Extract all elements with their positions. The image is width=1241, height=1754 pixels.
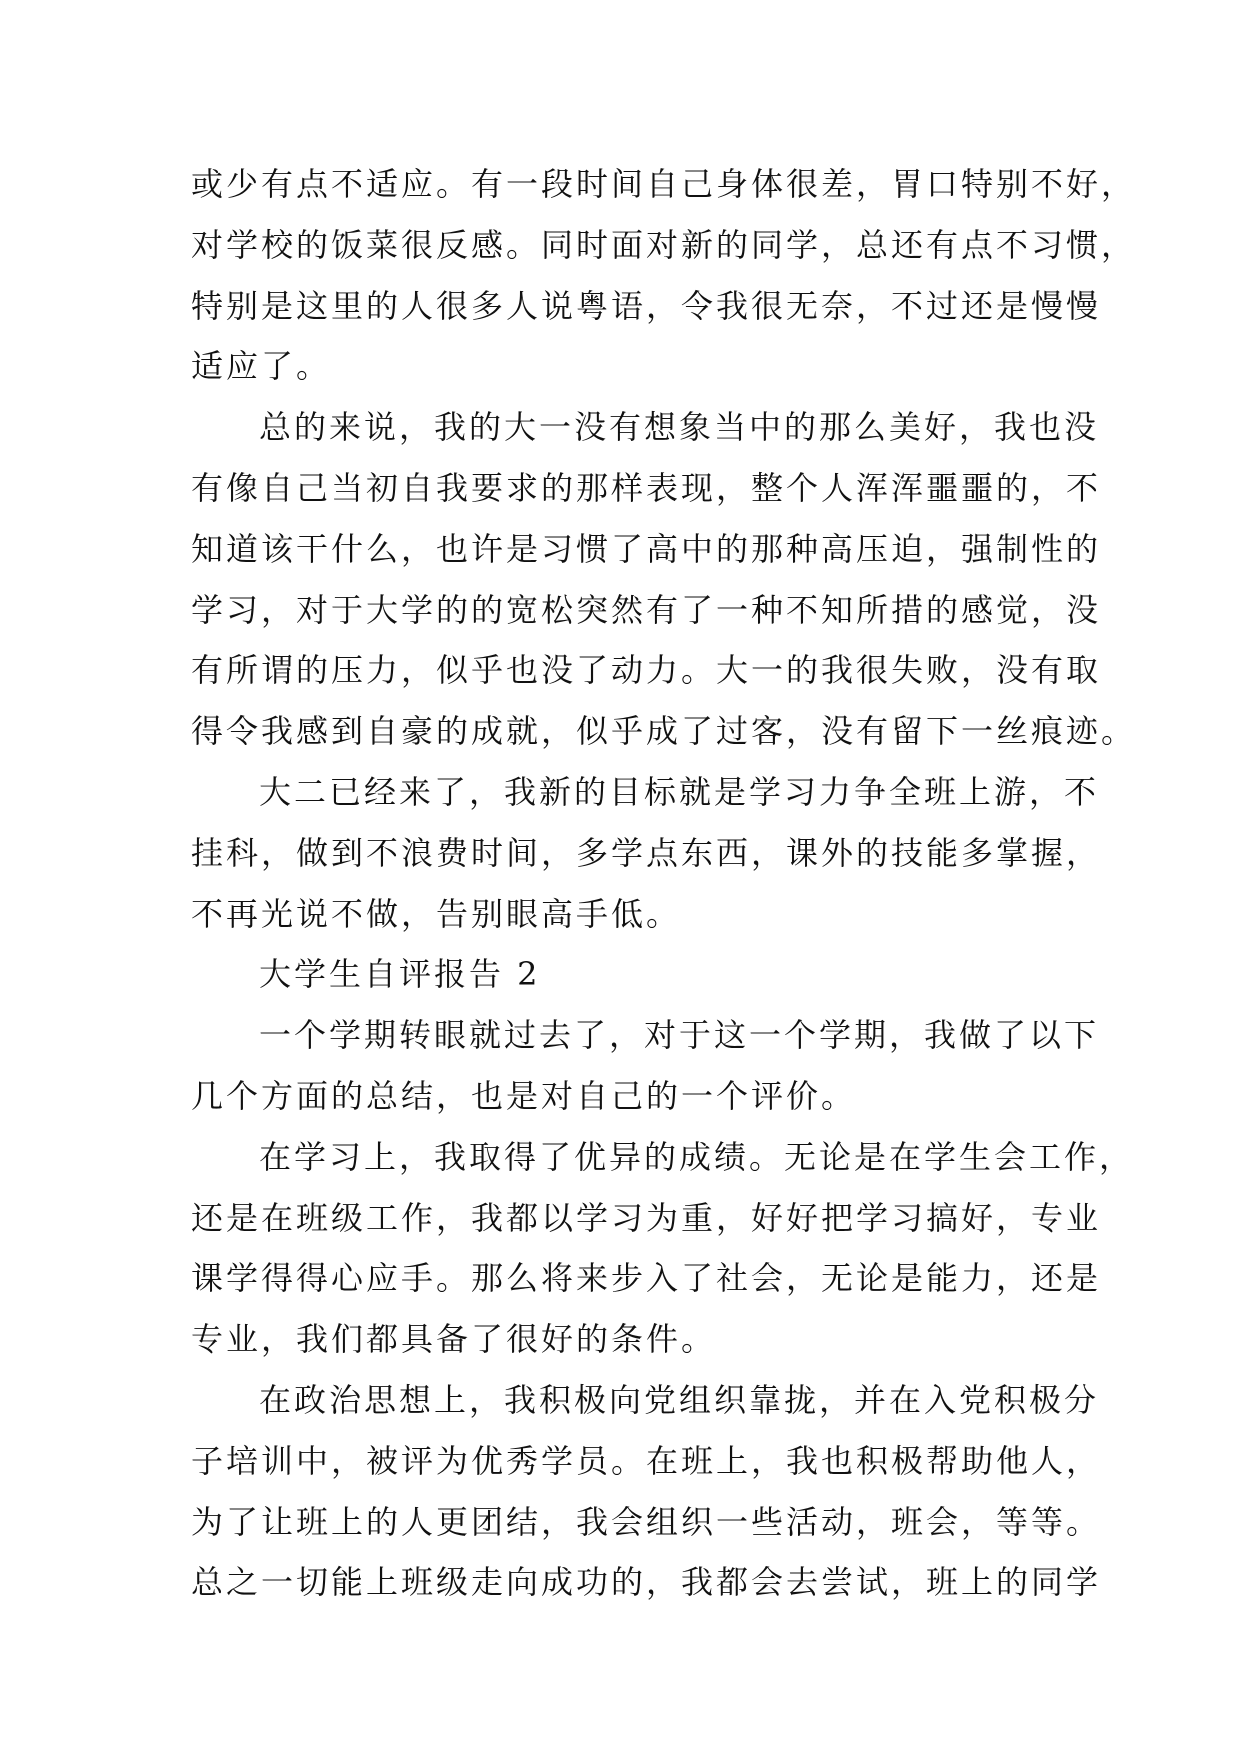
text-line: 有像自己当初自我要求的那样表现，整个人浑浑噩噩的，不 <box>191 468 1102 507</box>
text-line: 知道该干什么，也许是习惯了高中的那种高压迫，强制性的 <box>191 529 1102 568</box>
text-line: 子培训中，被评为优秀学员。在班上，我也积极帮助他人， <box>191 1441 1102 1480</box>
text-line: 不再光说不做，告别眼高手低。 <box>191 894 682 933</box>
text-line: 专业，我们都具备了很好的条件。 <box>191 1320 717 1359</box>
document-body <box>191 154 1137 1613</box>
text-line: 总的来说，我的大一没有想象当中的那么美好，我也没 <box>259 408 1100 447</box>
text-line: 大二已经来了，我新的目标就是学习力争全班上游，不 <box>259 772 1100 811</box>
text-line: 总之一切能上班级走向成功的，我都会去尝试，班上的同学 <box>191 1563 1102 1602</box>
text-line: 适应了。 <box>191 347 332 386</box>
text-line: 特别是这里的人很多人说粤语，令我很无奈，不过还是慢慢 <box>191 286 1102 325</box>
text-line: 有所谓的压力，似乎也没了动力。大一的我很失败，没有取 <box>191 651 1102 690</box>
text-line: 在政治思想上，我积极向党组织靠拢，并在入党积极分 <box>259 1380 1100 1419</box>
text-line: 得令我感到自豪的成就，似乎成了过客，没有留下一丝痕迹。 <box>191 712 1137 751</box>
text-line: 在学习上，我取得了优异的成绩。无论是在学生会工作， <box>259 1137 1135 1176</box>
text-line: 还是在班级工作，我都以学习为重，好好把学习搞好，专业 <box>191 1198 1102 1237</box>
text-line: 一个学期转眼就过去了，对于这一个学期，我做了以下 <box>259 1016 1100 1055</box>
text-line: 挂科，做到不浪费时间，多学点东西，课外的技能多掌握， <box>191 833 1102 872</box>
text-line: 课学得得心应手。那么将来步入了社会，无论是能力，还是 <box>191 1259 1102 1298</box>
text-line: 或少有点不适应。有一段时间自己身体很差，胃口特别不好， <box>191 165 1137 203</box>
text-line: 对学校的饭菜很反感。同时面对新的同学，总还有点不习惯， <box>191 225 1137 264</box>
text-line: 几个方面的总结，也是对自己的一个评价。 <box>191 1076 857 1115</box>
text-line: 为了让班上的人更团结，我会组织一些活动，班会，等等。 <box>191 1502 1102 1541</box>
text-line: 大学生自评报告 2 <box>259 955 541 994</box>
text-line: 学习，对于大学的的宽松突然有了一种不知所措的感觉，没 <box>191 590 1102 629</box>
